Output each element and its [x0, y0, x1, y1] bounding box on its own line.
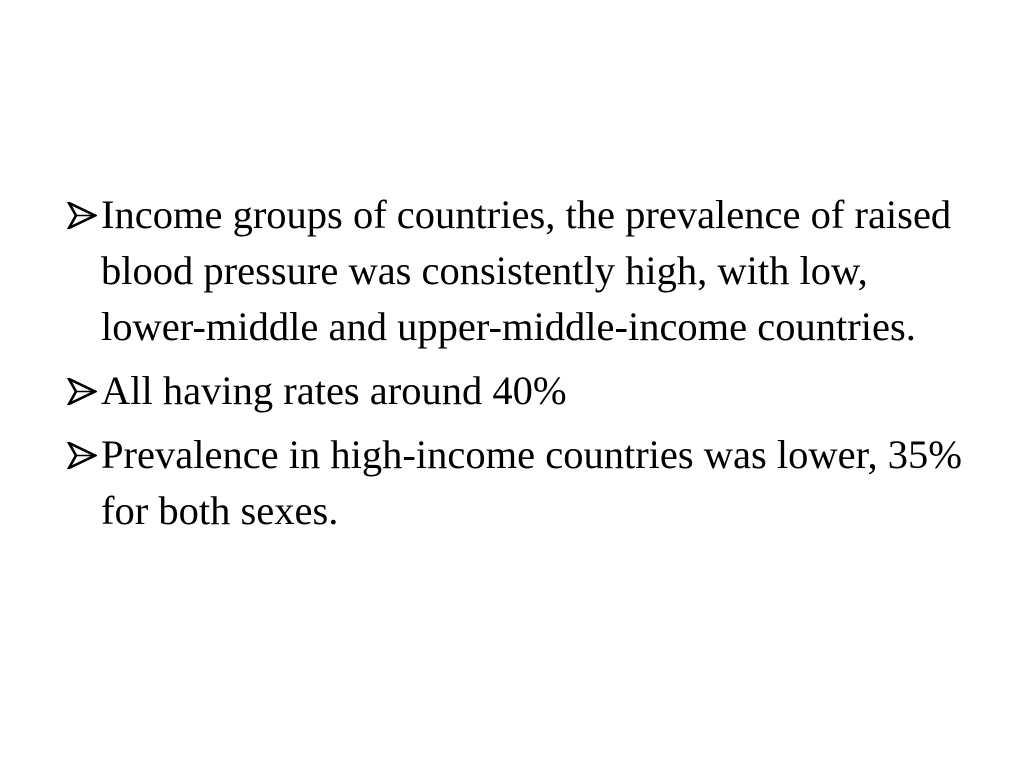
bullet-item	[64, 427, 964, 539]
bullet-item	[64, 187, 964, 355]
arrowhead-bullet-icon	[67, 442, 97, 469]
bullet-text: Prevalence in high-income countries was lower, 35% for both sexes.	[101, 432, 962, 533]
bullet-list	[64, 187, 964, 547]
bullet-item	[64, 363, 964, 419]
bullet-text: Income groups of countries, the prevalence of raised blood pressure was consistently high, with low, lower-middle and upper-middle-income countries.	[101, 192, 952, 349]
arrowhead-bullet-icon	[67, 378, 97, 405]
arrowhead-bullet-icon	[67, 202, 97, 229]
bullet-text: All having rates around 40%	[101, 368, 567, 413]
